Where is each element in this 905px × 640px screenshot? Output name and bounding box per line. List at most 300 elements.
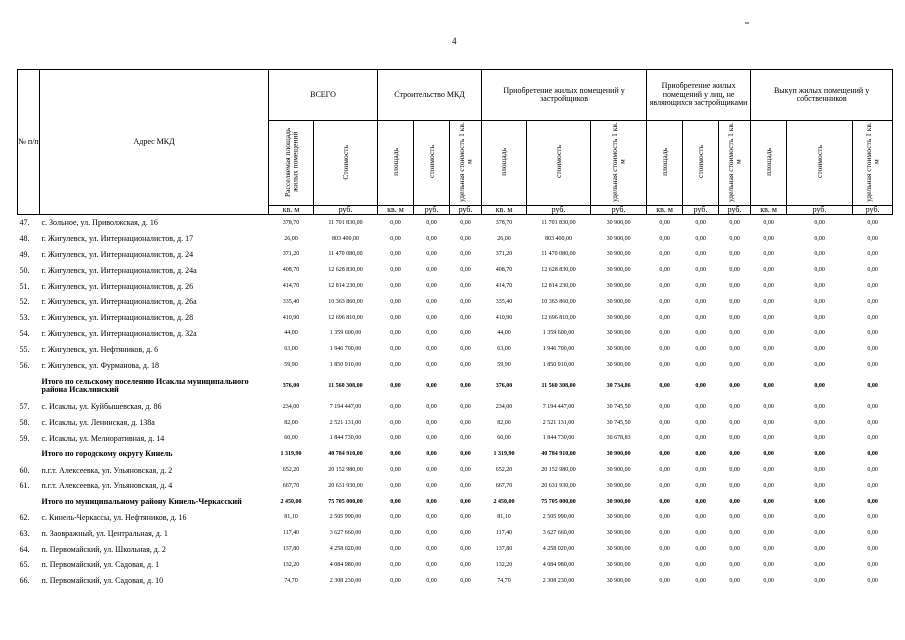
- total-label: Итого по сельскому поселению Исаклы муниципального района Исаклинский: [41, 376, 249, 394]
- value-cell: 30 900,00: [606, 362, 631, 369]
- value-cell: 0,00: [695, 403, 706, 410]
- value-cell: 0,00: [867, 451, 878, 458]
- value-cell: 0,00: [763, 330, 774, 337]
- row-number: 48.: [19, 234, 30, 244]
- value-cell: 0,00: [460, 498, 471, 505]
- value-cell: 0,00: [867, 467, 878, 474]
- group-developers-header: Приобретение жилых помещений у застройщиков: [482, 70, 647, 121]
- address-cell: с. Исаклы, ул. Мелиоративная, д. 14: [41, 433, 165, 443]
- value-cell: 0,00: [763, 498, 774, 505]
- value-cell: 0,00: [695, 530, 706, 537]
- value-cell: 7 194 447,00: [329, 403, 362, 410]
- value-cell: 0,00: [390, 451, 401, 458]
- value-cell: 0,00: [659, 283, 670, 290]
- value-cell: 0,00: [695, 514, 706, 521]
- table-row: [18, 557, 893, 573]
- value-cell: 2 505 990,00: [329, 514, 362, 521]
- value-cell: 0,00: [729, 435, 740, 442]
- value-cell: 0,00: [729, 403, 740, 410]
- value-cell: 0,00: [390, 330, 401, 337]
- value-cell: 60,00: [497, 435, 511, 442]
- unit-rub: руб.: [591, 206, 647, 215]
- value-cell: 0,00: [763, 514, 774, 521]
- value-cell: 11 560 308,00: [541, 382, 576, 389]
- table-row: [18, 431, 893, 447]
- value-cell: 0,00: [729, 362, 740, 369]
- value-cell: 0,00: [695, 382, 706, 389]
- row-number: 65.: [19, 560, 30, 570]
- value-cell: 7 194 447,00: [542, 403, 575, 410]
- value-cell: 30 745,50: [606, 403, 631, 410]
- value-cell: 378,70: [282, 219, 300, 226]
- value-cell: 335,40: [495, 298, 513, 305]
- value-cell: 0,00: [729, 419, 740, 426]
- value-cell: 1 844 730,00: [329, 435, 362, 442]
- address-cell: г. Жигулевск, ул. Интернационалистов, д. 17: [41, 234, 194, 244]
- value-cell: 410,90: [495, 314, 513, 321]
- value-cell: 0,00: [390, 435, 401, 442]
- value-cell: 30 900,00: [606, 577, 631, 584]
- value-cell: 20 631 930,00: [541, 482, 576, 489]
- group-construction-header: Строительство МКД: [378, 70, 482, 121]
- value-cell: 0,00: [695, 298, 706, 305]
- value-cell: 3 627 660,00: [542, 530, 575, 537]
- value-cell: 0,00: [659, 330, 670, 337]
- address-cell: г. Жигулевск, ул. Интернационалистов, д. 24а: [41, 265, 197, 275]
- value-cell: 30 678,83: [606, 435, 631, 442]
- value-cell: 0,00: [763, 467, 774, 474]
- row-number: 64.: [19, 544, 30, 554]
- value-cell: 0,00: [763, 362, 774, 369]
- value-cell: 0,00: [659, 403, 670, 410]
- value-cell: 59,90: [497, 362, 511, 369]
- value-cell: 408,70: [282, 267, 300, 274]
- value-cell: 44,00: [497, 330, 511, 337]
- unit-sqm: кв. м: [647, 206, 683, 215]
- row-number: [18, 373, 40, 399]
- row-number: 62.: [19, 512, 30, 522]
- value-cell: 0,00: [390, 362, 401, 369]
- value-cell: 0,00: [426, 298, 437, 305]
- value-cell: 137,80: [282, 546, 300, 553]
- value-cell: 44,00: [284, 330, 298, 337]
- value-cell: 0,00: [729, 498, 740, 505]
- value-cell: 0,00: [659, 267, 670, 274]
- value-cell: 30 900,00: [606, 251, 631, 258]
- row-number: 66.: [19, 576, 30, 586]
- value-cell: 12 628 830,00: [328, 267, 363, 274]
- value-cell: 0,00: [814, 362, 825, 369]
- sub-header-total-area: Расселяемая площадь жилых помещений: [269, 121, 314, 206]
- value-cell: 30 900,00: [606, 219, 631, 226]
- value-cell: 0,00: [659, 451, 670, 458]
- value-cell: 0,00: [659, 314, 670, 321]
- value-cell: 0,00: [426, 482, 437, 489]
- value-cell: 0,00: [814, 267, 825, 274]
- value-cell: 0,00: [729, 314, 740, 321]
- value-cell: 0,00: [659, 577, 670, 584]
- value-cell: 0,00: [763, 219, 774, 226]
- unit-rub: руб.: [527, 206, 591, 215]
- value-cell: 2 450,00: [493, 498, 515, 505]
- value-cell: 11 560 308,00: [328, 382, 363, 389]
- value-cell: 0,00: [460, 362, 471, 369]
- value-cell: 0,00: [867, 577, 878, 584]
- value-cell: 0,00: [814, 235, 825, 242]
- value-cell: 0,00: [695, 330, 706, 337]
- value-cell: 30 900,00: [606, 451, 631, 458]
- value-cell: 0,00: [426, 314, 437, 321]
- value-cell: 0,00: [763, 346, 774, 353]
- value-cell: 0,00: [814, 403, 825, 410]
- value-cell: 0,00: [390, 382, 401, 389]
- value-cell: 0,00: [729, 235, 740, 242]
- row-number: 52.: [19, 297, 30, 307]
- value-cell: 803 400,00: [332, 235, 359, 242]
- sub-header-cost: стоимость: [683, 121, 719, 206]
- address-cell: с. Исаклы, ул. Куйбышевская, д. 86: [41, 402, 162, 412]
- value-cell: 0,00: [426, 283, 437, 290]
- sub-header-unit-cost: удельная стоимость 1 кв. м: [719, 121, 751, 206]
- address-cell: с. Зольное, ул. Приволжская, д. 16: [41, 218, 158, 228]
- value-cell: 0,00: [763, 530, 774, 537]
- value-cell: 335,40: [282, 298, 300, 305]
- table-row: [18, 478, 893, 494]
- value-cell: 0,00: [814, 283, 825, 290]
- total-label: Итого по городскому округу Кинель: [41, 449, 173, 459]
- value-cell: 30 900,00: [606, 498, 631, 505]
- table-row: [18, 357, 893, 373]
- value-cell: 0,00: [763, 435, 774, 442]
- total-row: [18, 373, 893, 399]
- value-cell: 0,00: [390, 267, 401, 274]
- sub-header-area: площадь: [647, 121, 683, 206]
- value-cell: 0,00: [426, 498, 437, 505]
- value-cell: 0,00: [390, 219, 401, 226]
- table-row: [18, 525, 893, 541]
- value-cell: 0,00: [460, 251, 471, 258]
- value-cell: 0,00: [814, 330, 825, 337]
- unit-rub: руб.: [683, 206, 719, 215]
- value-cell: 60,00: [284, 435, 298, 442]
- value-cell: 3 627 660,00: [329, 530, 362, 537]
- value-cell: 0,00: [426, 419, 437, 426]
- value-cell: 371,20: [282, 251, 300, 258]
- table-row: [18, 573, 893, 589]
- table-row: [18, 215, 893, 231]
- address-cell: п.г.т. Алексеевка, ул. Ульяновская, д. 2: [41, 465, 173, 475]
- value-cell: 2 521 131,00: [329, 419, 362, 426]
- value-cell: 137,80: [495, 546, 513, 553]
- value-cell: 30 900,00: [606, 482, 631, 489]
- sub-header-cost: стоимость: [527, 121, 591, 206]
- unit-rub: руб.: [719, 206, 751, 215]
- value-cell: 0,00: [867, 561, 878, 568]
- value-cell: 0,00: [695, 267, 706, 274]
- row-number: 49.: [19, 249, 30, 259]
- value-cell: 20 631 930,00: [328, 482, 363, 489]
- col-address-header: Адрес МКД: [40, 70, 269, 215]
- row-number: 54.: [19, 328, 30, 338]
- value-cell: 0,00: [426, 546, 437, 553]
- value-cell: 0,00: [814, 498, 825, 505]
- value-cell: 0,00: [729, 251, 740, 258]
- table-row: [18, 310, 893, 326]
- address-cell: п. Первомайский, ул. Садовая, д. 1: [41, 560, 160, 570]
- address-cell: п.г.т. Алексеевка, ул. Ульяновская, д. 4: [41, 481, 173, 491]
- value-cell: 0,00: [814, 251, 825, 258]
- value-cell: 4 084 980,00: [542, 561, 575, 568]
- value-cell: 0,00: [814, 219, 825, 226]
- value-cell: 4 258 020,00: [329, 546, 362, 553]
- value-cell: 30 900,00: [606, 346, 631, 353]
- total-label: Итого по муниципальному району Кинель-Черкасский: [41, 496, 242, 506]
- value-cell: 0,00: [867, 298, 878, 305]
- value-cell: 0,00: [659, 435, 670, 442]
- value-cell: 1 319,90: [280, 451, 302, 458]
- value-cell: 0,00: [390, 283, 401, 290]
- value-cell: 30 900,00: [606, 314, 631, 321]
- value-cell: 1 850 910,00: [329, 362, 362, 369]
- value-cell: 0,00: [460, 514, 471, 521]
- address-cell: с. Исаклы, ул. Ленинская, д. 138а: [41, 418, 155, 428]
- value-cell: 0,00: [460, 435, 471, 442]
- value-cell: 0,00: [867, 530, 878, 537]
- sub-header-cost: стоимость: [414, 121, 450, 206]
- value-cell: 0,00: [695, 482, 706, 489]
- value-cell: 74,70: [497, 577, 511, 584]
- sub-header-unit-cost: удельная стоимость 1 кв. м: [450, 121, 482, 206]
- value-cell: 0,00: [426, 514, 437, 521]
- value-cell: 0,00: [390, 403, 401, 410]
- value-cell: 0,00: [426, 346, 437, 353]
- value-cell: 1 319,90: [493, 451, 515, 458]
- value-cell: 30 900,00: [606, 267, 631, 274]
- unit-sqm: кв. м: [269, 206, 314, 215]
- address-cell: г. Жигулевск, ул. Интернационалистов, д. 26а: [41, 297, 197, 307]
- sub-header-unit-cost: удельная стоимость 1 кв. м: [853, 121, 893, 206]
- value-cell: 0,00: [390, 251, 401, 258]
- value-cell: 11 470 080,00: [328, 251, 363, 258]
- unit-sqm: кв. м: [378, 206, 414, 215]
- value-cell: 0,00: [390, 577, 401, 584]
- table-row: [18, 341, 893, 357]
- value-cell: 234,00: [495, 403, 513, 410]
- address-cell: г. Жигулевск, ул. Фурманова, д. 18: [41, 360, 159, 370]
- value-cell: 0,00: [867, 419, 878, 426]
- value-cell: 0,00: [695, 251, 706, 258]
- value-cell: 40 784 910,00: [541, 451, 576, 458]
- group-buyout-header: Выкуп жилых помещений у собственников: [751, 70, 893, 121]
- sub-header-unit-cost: удельная стоимость 1 кв. м: [591, 121, 647, 206]
- value-cell: 75 705 000,00: [328, 498, 363, 505]
- value-cell: 0,00: [390, 298, 401, 305]
- value-cell: 0,00: [426, 577, 437, 584]
- value-cell: 0,00: [867, 514, 878, 521]
- value-cell: 12 628 830,00: [541, 267, 576, 274]
- value-cell: 1 844 730,00: [542, 435, 575, 442]
- value-cell: 0,00: [695, 451, 706, 458]
- row-number: 63.: [19, 528, 30, 538]
- table-header: [18, 70, 893, 215]
- value-cell: 0,00: [814, 514, 825, 521]
- value-cell: 0,00: [426, 362, 437, 369]
- value-cell: 75 705 000,00: [541, 498, 576, 505]
- value-cell: 63,00: [284, 346, 298, 353]
- value-cell: 0,00: [867, 362, 878, 369]
- value-cell: 2 450,00: [280, 498, 302, 505]
- value-cell: 12 814 230,00: [328, 283, 363, 290]
- value-cell: 0,00: [729, 514, 740, 521]
- value-cell: 0,00: [763, 235, 774, 242]
- row-number: 61.: [19, 481, 30, 491]
- value-cell: 0,00: [867, 482, 878, 489]
- value-cell: 376,00: [282, 382, 300, 389]
- value-cell: 1 946 700,00: [542, 346, 575, 353]
- total-row: [18, 446, 893, 462]
- value-cell: 0,00: [390, 514, 401, 521]
- value-cell: 0,00: [390, 419, 401, 426]
- row-number: 58.: [19, 418, 30, 428]
- value-cell: 371,20: [495, 251, 513, 258]
- value-cell: 0,00: [659, 546, 670, 553]
- value-cell: 0,00: [460, 530, 471, 537]
- value-cell: 12 814 230,00: [541, 283, 576, 290]
- value-cell: 0,00: [460, 451, 471, 458]
- row-number: 55.: [19, 344, 30, 354]
- value-cell: 0,00: [460, 267, 471, 274]
- value-cell: 0,00: [814, 346, 825, 353]
- row-number: 57.: [19, 402, 30, 412]
- value-cell: 0,00: [460, 298, 471, 305]
- value-cell: 234,00: [282, 403, 300, 410]
- value-cell: 0,00: [814, 314, 825, 321]
- value-cell: 0,00: [460, 403, 471, 410]
- value-cell: 0,00: [426, 467, 437, 474]
- value-cell: 0,00: [867, 219, 878, 226]
- value-cell: 0,00: [390, 561, 401, 568]
- group-total-header: ВСЕГО: [269, 70, 378, 121]
- table-row: [18, 541, 893, 557]
- value-cell: 4 084 980,00: [329, 561, 362, 568]
- value-cell: 0,00: [763, 482, 774, 489]
- value-cell: 12 696 810,00: [328, 314, 363, 321]
- value-cell: 0,00: [867, 267, 878, 274]
- value-cell: 0,00: [460, 346, 471, 353]
- value-cell: 1 359 600,00: [329, 330, 362, 337]
- value-cell: 0,00: [867, 346, 878, 353]
- row-number: 53.: [19, 313, 30, 323]
- value-cell: 0,00: [426, 219, 437, 226]
- value-cell: 0,00: [659, 419, 670, 426]
- value-cell: 0,00: [867, 403, 878, 410]
- value-cell: 74,70: [284, 577, 298, 584]
- value-cell: 0,00: [695, 235, 706, 242]
- value-cell: 0,00: [659, 235, 670, 242]
- value-cell: 20 152 980,00: [328, 467, 363, 474]
- value-cell: 0,00: [390, 314, 401, 321]
- value-cell: 0,00: [814, 467, 825, 474]
- value-cell: 63,00: [497, 346, 511, 353]
- address-cell: г. Жигулевск, ул. Интернационалистов, д. 24: [41, 249, 194, 259]
- value-cell: 378,70: [495, 219, 513, 226]
- unit-rub: руб.: [414, 206, 450, 215]
- row-number: 47.: [19, 218, 30, 228]
- value-cell: 667,70: [495, 482, 513, 489]
- value-cell: 0,00: [460, 382, 471, 389]
- value-cell: 30 900,00: [606, 330, 631, 337]
- unit-rub: руб.: [450, 206, 482, 215]
- value-cell: 12 696 810,00: [541, 314, 576, 321]
- value-cell: 0,00: [729, 346, 740, 353]
- value-cell: 0,00: [695, 546, 706, 553]
- value-cell: 2 308 230,00: [329, 577, 362, 584]
- table-row: [18, 231, 893, 247]
- value-cell: 1 359 600,00: [542, 330, 575, 337]
- value-cell: 0,00: [460, 482, 471, 489]
- value-cell: 0,00: [390, 498, 401, 505]
- value-cell: 0,00: [867, 235, 878, 242]
- value-cell: 117,40: [282, 530, 300, 537]
- address-cell: г. Жигулевск, ул. Интернационалистов, д. 26: [41, 281, 194, 291]
- value-cell: 30 900,00: [606, 514, 631, 521]
- value-cell: 1 946 700,00: [329, 346, 362, 353]
- value-cell: 0,00: [729, 577, 740, 584]
- value-cell: 0,00: [729, 219, 740, 226]
- scan-speck: [745, 22, 749, 24]
- value-cell: 10 363 860,00: [541, 298, 576, 305]
- value-cell: 30 745,50: [606, 419, 631, 426]
- value-cell: 0,00: [390, 546, 401, 553]
- value-cell: 0,00: [426, 267, 437, 274]
- value-cell: 82,00: [284, 419, 298, 426]
- value-cell: 40 784 910,00: [328, 451, 363, 458]
- value-cell: 0,00: [763, 561, 774, 568]
- value-cell: 0,00: [695, 219, 706, 226]
- value-cell: 0,00: [867, 330, 878, 337]
- value-cell: 30 734,86: [606, 382, 631, 389]
- value-cell: 0,00: [659, 251, 670, 258]
- address-cell: п. Первомайский, ул. Школьная, д. 2: [41, 544, 166, 554]
- value-cell: 0,00: [695, 435, 706, 442]
- value-cell: 0,00: [814, 382, 825, 389]
- value-cell: 0,00: [659, 498, 670, 505]
- value-cell: 0,00: [867, 314, 878, 321]
- value-cell: 803 400,00: [545, 235, 573, 242]
- value-cell: 0,00: [763, 577, 774, 584]
- value-cell: 0,00: [659, 514, 670, 521]
- value-cell: 2 308 230,00: [542, 577, 575, 584]
- table-row: [18, 294, 893, 310]
- value-cell: 0,00: [390, 467, 401, 474]
- value-cell: 0,00: [814, 435, 825, 442]
- value-cell: 0,00: [729, 530, 740, 537]
- value-cell: 0,00: [729, 283, 740, 290]
- unit-rub: руб.: [853, 206, 893, 215]
- value-cell: 0,00: [426, 330, 437, 337]
- resettlement-table: [17, 69, 893, 589]
- value-cell: 0,00: [763, 251, 774, 258]
- value-cell: 11 470 080,00: [541, 251, 576, 258]
- value-cell: 0,00: [390, 235, 401, 242]
- value-cell: 0,00: [763, 419, 774, 426]
- total-row: [18, 494, 893, 510]
- row-number: 56.: [19, 360, 30, 370]
- value-cell: 0,00: [814, 482, 825, 489]
- value-cell: 0,00: [729, 561, 740, 568]
- value-cell: 132,20: [282, 561, 300, 568]
- address-cell: п. Первомайский, ул. Садовая, д. 10: [41, 576, 164, 586]
